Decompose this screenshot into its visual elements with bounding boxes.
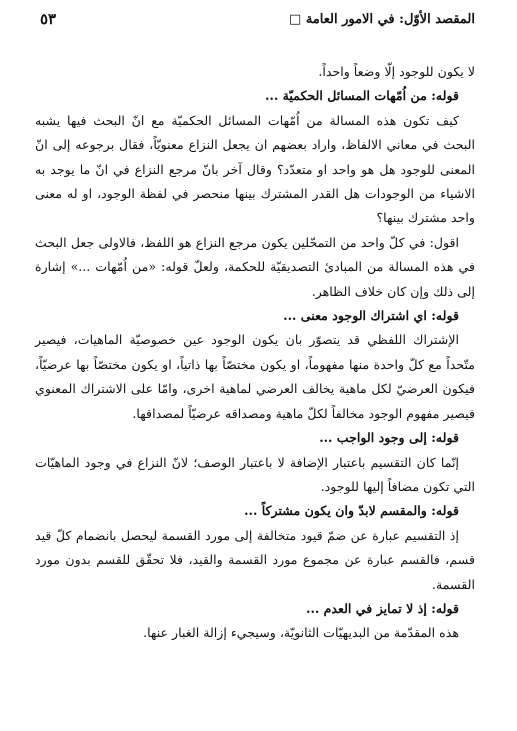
paragraph: اقول: في كلّ واحد من التمحّلين يكون مرجع النزاع هو اللفظ، فالاولى جعل البحث في هذه المسالة من المبادئ التصديقيّة للحكمة، ولعلّ قوله: «من اُمّهات ...» إشارة إلى ذلك وإن كان خلاف الظاهر. [35, 234, 475, 299]
header-title-text: المقصد الأوّل: في الامور العامة [305, 12, 475, 27]
page-number: ٥٣ [40, 10, 57, 28]
header-separator: □ [288, 12, 302, 27]
paragraph: كيف تكون هذه المسالة من اُمّهات المسائل الحكميّة مع انّ البحث فيها يشبه البحث في معاني الالفاظ، واراد بعضهم ان يجعل النزاع معنويّاً، فقال برجوعه إلى انّ المعنى للوجود هل هو واحد او متعدّد؟ وقال آخر بانّ مرجع النزاع في انّ ما يوجد به الاشياء من الوجودات هل القدر المشترك بينها منحصر في لفظة الوجود، او له معنى واحد مشترك بينها؟ [35, 112, 475, 226]
paragraph: لا يكون للوجود إلّا وضعاً واحداً. [318, 64, 475, 79]
quote-heading: قوله: إذ لا تمايز في العدم ... [306, 600, 459, 616]
quote-heading: قوله: اي اشتراك الوجود معنى ... [283, 308, 459, 324]
paragraph: إذ التقسيم عبارة عن ضمّ قيود متخالفة إلى مورد القسمة ليحصل بانضمام كلّ قيد قسم، فالقسم عبارة عن مجموع مورد القسمة والقيد، فلا تحقّق للقسم بدون مورد القسمة. [35, 527, 475, 592]
page-body [35, 60, 475, 646]
header-title [289, 12, 475, 27]
quote-heading: قوله: والمقسم لابدّ وان يكون مشتركاً ... [244, 503, 459, 519]
paragraph: الإشتراك اللفظي قد يتصوّر بان يكون الوجود عين خصوصيّة الماهيات، فيصير متّحداً مع كلّ واحدة منها مفهوماً، او يكون مختصّاً بها ذاتياً، او يكون مختصّاً بها عرضيّاً، فيكون العرضيّ لكل ماهية يخالف العرضي لماهية اخرى، وامّا على الاشتراك المعنوي فيصير مفهوم الوجود مخالفاً لكلّ ماهية ومصداقه عرضيّاً لمصداقها. [35, 332, 475, 421]
paragraph: إنّما كان التقسيم باعتبار الإضافة لا باعتبار الوصف؛ لانّ النزاع في وجود الماهيّات التي تكون مضافاً إليها للوجود. [35, 454, 475, 494]
quote-heading: قوله: إلى وجود الواجب ... [319, 430, 459, 446]
quote-heading: قوله: من اُمّهات المسائل الحكميّة ... [265, 88, 459, 104]
running-header [40, 12, 475, 34]
paragraph: هذه المقدّمة من البديهيّات الثانويّة، وسيجيء إزالة الغبار عنها. [143, 625, 459, 641]
